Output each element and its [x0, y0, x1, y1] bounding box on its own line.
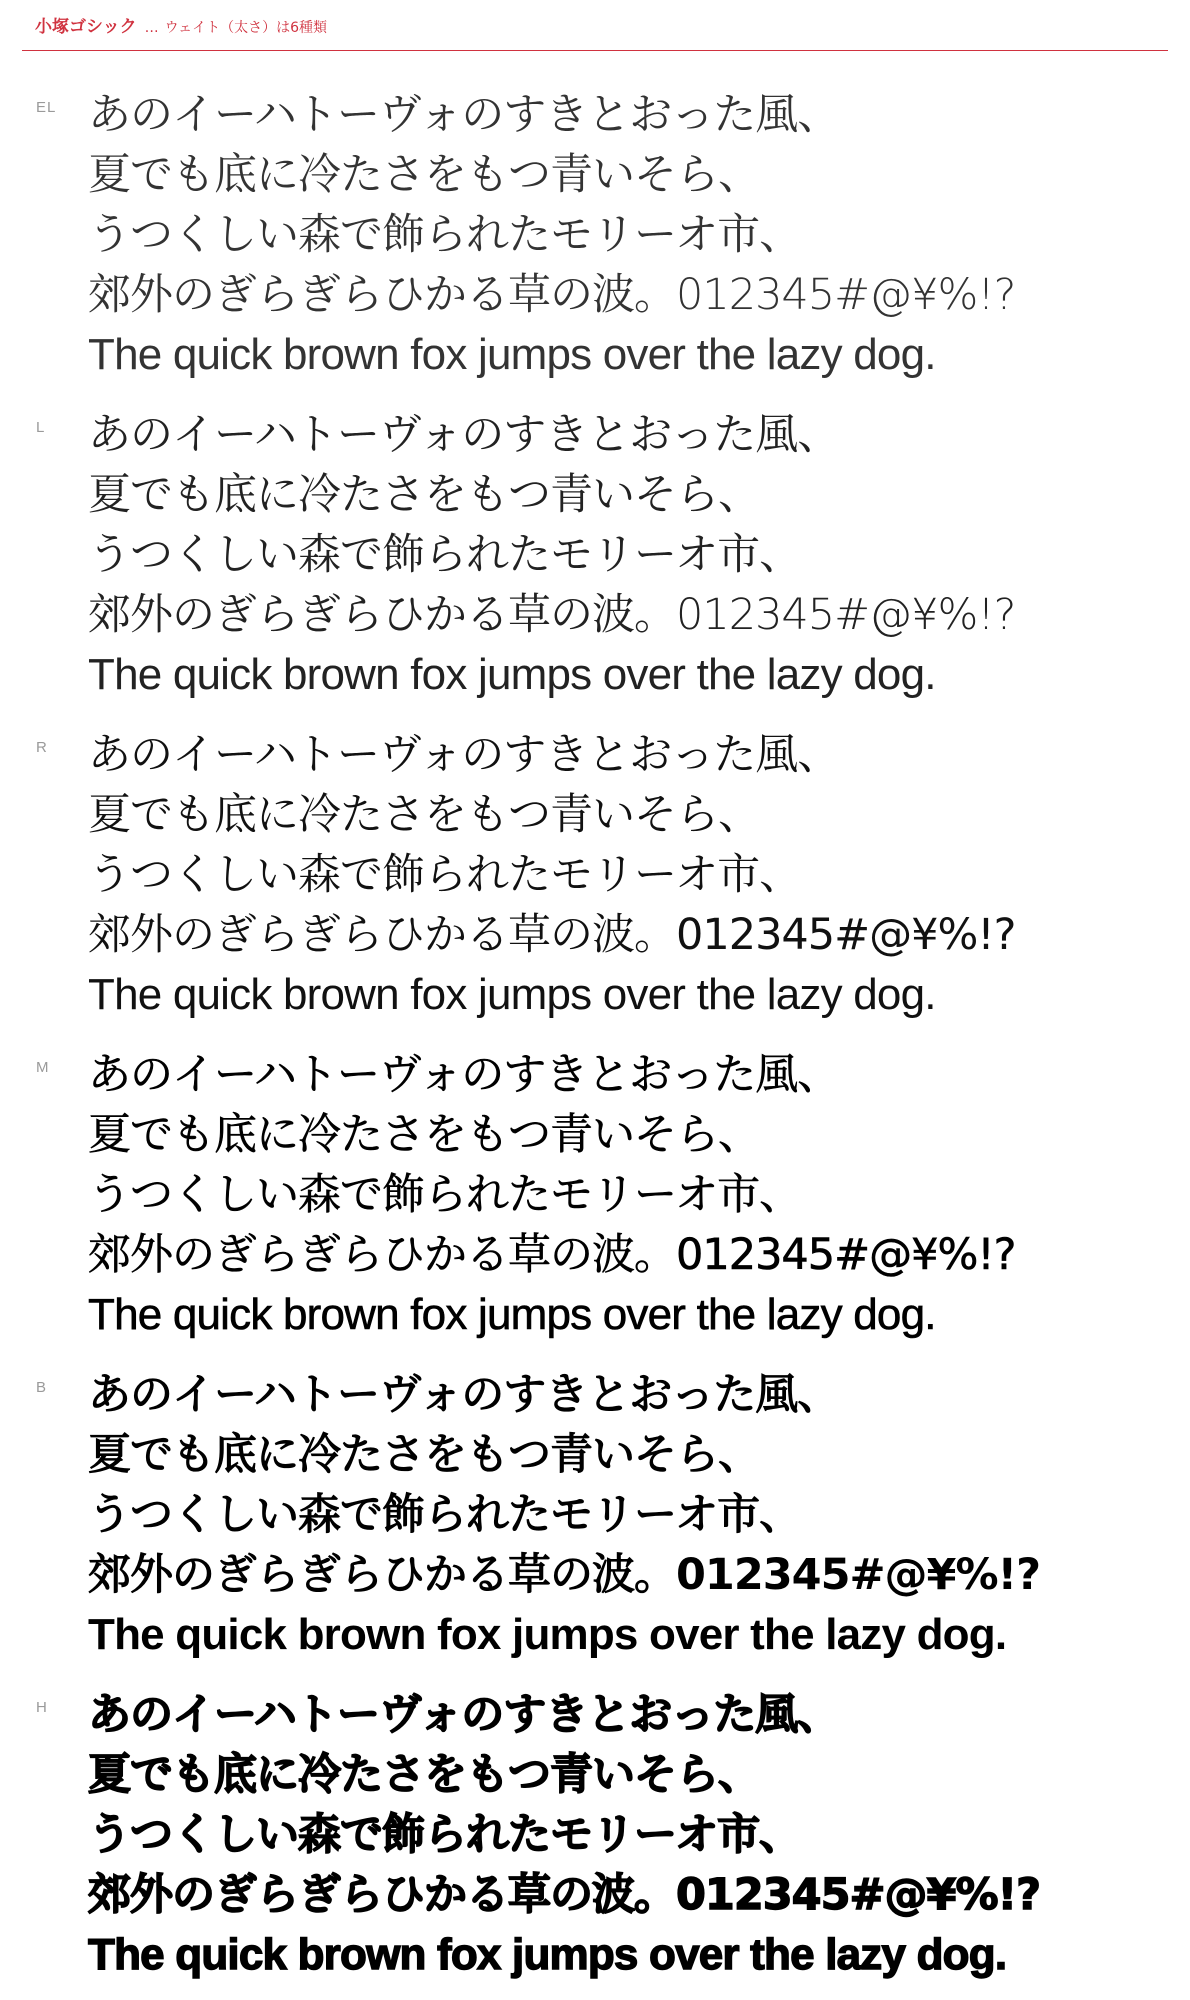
sample-line: 夏でも底に冷たさをもつ青いそら、 — [88, 790, 760, 840]
sample-line: 夏でも底に冷たさをもつ青いそら、 — [88, 470, 760, 520]
sample-line: 夏でも底に冷たさをもつ青いそら、 — [88, 1430, 760, 1480]
sample-line: あのイーハトーヴォのすきとおった風、 — [88, 90, 840, 140]
sample-line: あのイーハトーヴォのすきとおった風、 — [88, 1690, 840, 1740]
weight-label: L — [36, 419, 46, 436]
weight-label: EL — [36, 99, 57, 116]
weight-label: H — [36, 1699, 48, 1716]
page-header — [35, 12, 327, 42]
sample-line: 夏でも底に冷たさをもつ青いそら、 — [88, 1750, 760, 1800]
header-separator: … — [144, 20, 159, 36]
sample-line: 夏でも底に冷たさをもつ青いそら、 — [88, 1110, 760, 1160]
sample-text — [88, 405, 1015, 705]
weight-label: M — [36, 1059, 50, 1076]
sample-line: うつくしい森で飾られたモリーオ市、 — [88, 1170, 802, 1220]
weight-label: B — [36, 1379, 48, 1396]
font-name-title: 小塚ゴシック — [35, 17, 137, 37]
sample-line: あのイーハトーヴォのすきとおった風、 — [88, 1370, 840, 1420]
sample-line: うつくしい森で飾られたモリーオ市、 — [88, 1810, 802, 1860]
sample-line: 郊外のぎらぎらひかる草の波。012345#@¥%!? — [88, 1230, 1016, 1280]
sample-line: うつくしい森で飾られたモリーオ市、 — [88, 850, 802, 900]
sample-text — [88, 1045, 1015, 1345]
sample-text — [88, 85, 1015, 385]
sample-line-latin: The quick brown fox jumps over the lazy dog. — [88, 330, 936, 379]
sample-line: あのイーハトーヴォのすきとおった風、 — [88, 410, 840, 460]
sample-line: あのイーハトーヴォのすきとおった風、 — [88, 730, 840, 780]
sample-line-latin: The quick brown fox jumps over the lazy dog. — [88, 970, 936, 1019]
header-divider — [22, 50, 1168, 51]
sample-line: 郊外のぎらぎらひかる草の波。012345#@¥%!? — [88, 270, 1016, 320]
sample-text — [88, 1685, 1040, 1985]
sample-text — [88, 725, 1015, 1025]
sample-line: うつくしい森で飾られたモリーオ市、 — [88, 1490, 802, 1540]
sample-line: 夏でも底に冷たさをもつ青いそら、 — [88, 150, 760, 200]
sample-line: 郊外のぎらぎらひかる草の波。012345#@¥%!? — [88, 590, 1016, 640]
sample-line: うつくしい森で飾られたモリーオ市、 — [88, 530, 802, 580]
sample-line-latin: The quick brown fox jumps over the lazy dog. — [88, 650, 936, 699]
sample-line-latin: The quick brown fox jumps over the lazy dog. — [88, 1930, 1007, 1979]
sample-line: 郊外のぎらぎらひかる草の波。012345#@¥%!? — [88, 1870, 1041, 1920]
weight-count-subtitle: ウェイト（太さ）は6種類 — [164, 20, 328, 36]
sample-line: うつくしい森で飾られたモリーオ市、 — [88, 210, 802, 260]
sample-line: 郊外のぎらぎらひかる草の波。012345#@¥%!? — [88, 910, 1016, 960]
sample-text — [88, 1365, 1040, 1665]
sample-line-latin: The quick brown fox jumps over the lazy dog. — [88, 1610, 1007, 1659]
sample-line: 郊外のぎらぎらひかる草の波。012345#@¥%!? — [88, 1550, 1041, 1600]
weight-label: R — [36, 739, 48, 756]
sample-line: あのイーハトーヴォのすきとおった風、 — [88, 1050, 840, 1100]
sample-line-latin: The quick brown fox jumps over the lazy dog. — [88, 1290, 936, 1339]
